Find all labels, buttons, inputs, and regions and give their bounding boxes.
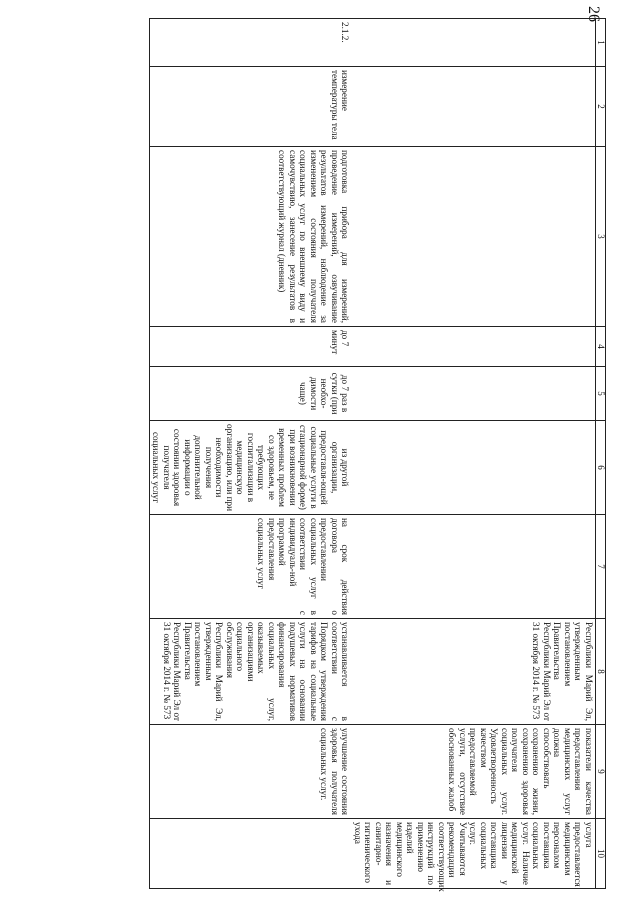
- cell-conditions: услуга предоставляется медицинским персоналом поставщика социальных услуг. Наличие медицинской лицензии у поставщика социальных услуг. Учитываются рекомендации соответствующих инструкций по применению изделий медицинского назначения и санитарно-гигиенического ухода: [352, 819, 596, 889]
- cell-number: 2.1.2.: [150, 19, 352, 67]
- cell-quality-indicators: показатели качества предоставления медицинских услуг должна способствовать сохранению жизни, сохранению здоровья получателя социальных услуг. Удовлетворенность качеством предоставляемой услуги, отсутствие обоснованных жалоб: [352, 725, 596, 819]
- header-cell-2: 2: [596, 67, 606, 147]
- cell-tariff: устанавливается в соответствии с Порядком утверждения тарифов на социальные услуги на основании подушевых нормативов финансирования социальных услуг, оказываемых организациями социального обслуживания Республики Марий Эл, утвержденным постановлением Правительства Республики Марий Эл от 31 октября 2014 г. № 573: [150, 619, 352, 725]
- header-cell-5: 5: [596, 367, 606, 421]
- header-cell-6: 6: [596, 421, 606, 515]
- header-cell-9: 9: [596, 725, 606, 819]
- cell-result: улучшение состояния здоровья получателя социальных услуг.: [150, 725, 352, 819]
- cell-frequency: до 7 раз в сутки (при необхо-димости чаще): [150, 367, 352, 421]
- column-number-header: [596, 19, 606, 889]
- table-row-continuation: [352, 19, 596, 889]
- cell-provision-reason: при возникновении временных проблем со здоровьем, не требующих госпитализации в медицинскую организацию, или при необходимости получения дополнительной информации о состоянии здоровья получателя социальных услуг: [151, 424, 298, 512]
- header-cell-10: 10: [596, 819, 606, 889]
- table-bottom-border: [149, 19, 150, 889]
- cell-duration: до 7 минут: [150, 327, 352, 367]
- header-cell-7: 7: [596, 515, 606, 619]
- cell-term: на срок действия договора о предоставлении социальных услуг в соответствии с индивидуаль-ной программой предоставления социальных услуг: [150, 515, 352, 619]
- page-number: 26: [585, 6, 602, 22]
- header-cell-1: 1: [596, 19, 606, 67]
- rotated-table-wrapper: [16, 18, 606, 892]
- cell-service-name: измерение температуры тела: [150, 67, 352, 147]
- cell-tariff-continued: Республики Марий Эл, утвержденным постановлением Правительства Республики Марий Эл от 31 октября 2014 г. № 573: [352, 619, 596, 725]
- header-cell-4: 4: [596, 327, 606, 367]
- cell-transfer-note: из другой организации, предоставля-ющей социальные услуги в стационарной форме): [298, 425, 351, 510]
- header-cell-3: 3: [596, 147, 606, 327]
- header-cell-8: 8: [596, 619, 606, 725]
- cell-description: подготовка прибора для измерений, проведение измерений, озвучивание результатов измерений, наблюдение за изменением состояния получателя социальных услуг по внешнему виду и самочувствию, занесение результатов в соответствующий журнал (дневник): [150, 147, 352, 327]
- table-row: [150, 19, 352, 889]
- cell-conditions-of-provision: [150, 421, 352, 515]
- services-table: [149, 18, 606, 892]
